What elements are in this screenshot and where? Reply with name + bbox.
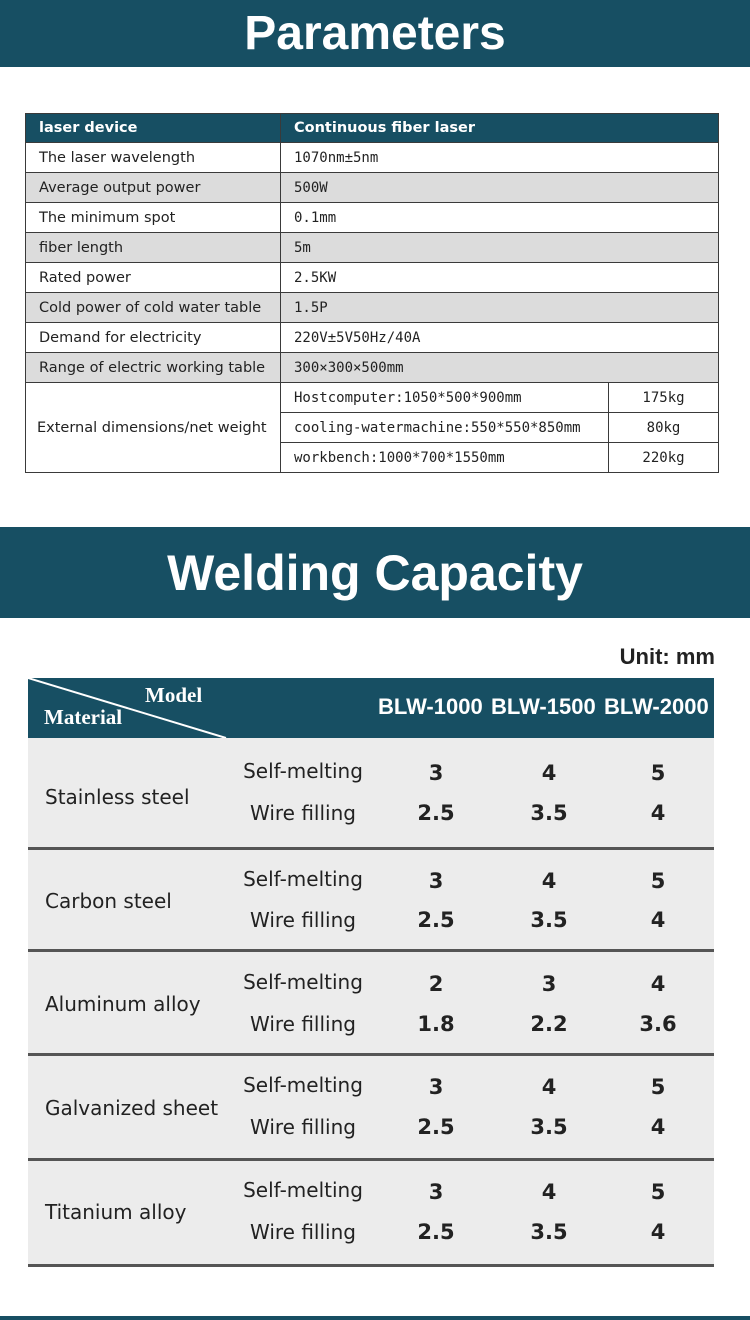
process-self-melting: Self-melting [243, 1178, 363, 1202]
value-cell: 4 [650, 972, 666, 996]
external-item-weight: 175kg [609, 383, 719, 413]
param-value: 500W [281, 173, 719, 203]
value-cell: 3.5 [530, 1115, 568, 1139]
value-cell: 4 [541, 761, 557, 785]
table-row [26, 233, 719, 263]
param-value: 220V±5V50Hz/40A [281, 323, 719, 353]
material-row [28, 850, 714, 952]
value-cell: 4 [650, 908, 666, 932]
parameters-title: Parameters [244, 7, 506, 60]
material-label: Material [44, 705, 123, 729]
process-wire-filling: Wire filling [250, 1115, 356, 1139]
param-label: Range of electric working table [26, 353, 281, 383]
process-wire-filling: Wire filling [250, 908, 356, 932]
external-item-weight: 220kg [609, 443, 719, 473]
param-label: Cold power of cold water table [26, 293, 281, 323]
value-cell: 2.5 [417, 1115, 455, 1139]
value-cell: 4 [650, 1115, 666, 1139]
value-cell: 3.5 [530, 908, 568, 932]
table-row [26, 143, 719, 173]
value-cell: 4 [650, 801, 666, 825]
param-label: The minimum spot [26, 203, 281, 233]
material-name: Stainless steel [45, 785, 190, 809]
param-value: 0.1mm [281, 203, 719, 233]
param-label: fiber length [26, 233, 281, 263]
table-row [26, 323, 719, 353]
param-value: 300×300×500mm [281, 353, 719, 383]
table-header-row [26, 114, 719, 143]
external-item-name: cooling-watermachine:550*550*850mm [281, 413, 609, 443]
param-value: 1.5P [281, 293, 719, 323]
material-row [28, 738, 714, 850]
model-label: Model [145, 683, 203, 707]
value-cell: 2.2 [530, 1012, 568, 1036]
value-cell: 5 [650, 761, 666, 785]
process-self-melting: Self-melting [243, 1073, 363, 1097]
value-cell: 5 [650, 1075, 666, 1099]
process-self-melting: Self-melting [243, 867, 363, 891]
value-cell: 4 [650, 1220, 666, 1244]
external-label: External dimensions/net weight [26, 383, 281, 473]
value-cell: 5 [650, 869, 666, 893]
material-name: Aluminum alloy [45, 992, 201, 1016]
value-cell: 3 [428, 1075, 444, 1099]
value-cell: 2.5 [417, 801, 455, 825]
table-row [26, 263, 719, 293]
material-row [28, 1056, 714, 1161]
header-value: Continuous fiber laser [281, 114, 719, 143]
value-cell: 3.6 [639, 1012, 677, 1036]
material-name: Carbon steel [45, 889, 172, 913]
param-value: 1070nm±5nm [281, 143, 719, 173]
value-cell: 4 [541, 869, 557, 893]
value-cell: 4 [541, 1180, 557, 1204]
external-item-weight: 80kg [609, 413, 719, 443]
value-cell: 2 [428, 972, 444, 996]
param-label: The laser wavelength [26, 143, 281, 173]
value-cell: 3.5 [530, 1220, 568, 1244]
welding-header [28, 678, 714, 738]
value-cell: 2.5 [417, 1220, 455, 1244]
value-cell: 3 [428, 761, 444, 785]
value-cell: 5 [650, 1180, 666, 1204]
welding-title: Welding Capacity [167, 544, 583, 601]
material-name: Galvanized sheet [45, 1096, 219, 1120]
table-row [26, 173, 719, 203]
parameters-banner [0, 0, 750, 67]
external-item-name: workbench:1000*700*1550mm [281, 443, 609, 473]
header-label: laser device [26, 114, 281, 143]
process-self-melting: Self-melting [243, 970, 363, 994]
parameters-table [25, 113, 719, 473]
welding-banner [0, 527, 750, 618]
process-wire-filling: Wire filling [250, 1220, 356, 1244]
model-name: BLW-2000 [604, 694, 709, 719]
value-cell: 1.8 [417, 1012, 455, 1036]
process-self-melting: Self-melting [243, 759, 363, 783]
param-value: 2.5KW [281, 263, 719, 293]
param-label: Rated power [26, 263, 281, 293]
table-row [26, 293, 719, 323]
process-wire-filling: Wire filling [250, 1012, 356, 1036]
unit-label: Unit: mm [619, 644, 715, 669]
table-row [26, 203, 719, 233]
param-label: Average output power [26, 173, 281, 203]
param-value: 5m [281, 233, 719, 263]
process-wire-filling: Wire filling [250, 801, 356, 825]
value-cell: 3 [428, 869, 444, 893]
table-row [26, 383, 719, 413]
model-name: BLW-1000 [378, 694, 483, 719]
value-cell: 3 [541, 972, 557, 996]
value-cell: 2.5 [417, 908, 455, 932]
value-cell: 3 [428, 1180, 444, 1204]
model-name: BLW-1500 [491, 694, 596, 719]
material-row [28, 1161, 714, 1267]
table-row [26, 353, 719, 383]
material-name: Titanium alloy [45, 1200, 187, 1224]
value-cell: 3.5 [530, 801, 568, 825]
external-item-name: Hostcomputer:1050*500*900mm [281, 383, 609, 413]
material-row [28, 952, 714, 1056]
param-label: Demand for electricity [26, 323, 281, 353]
value-cell: 4 [541, 1075, 557, 1099]
bottom-bar [0, 1316, 750, 1320]
